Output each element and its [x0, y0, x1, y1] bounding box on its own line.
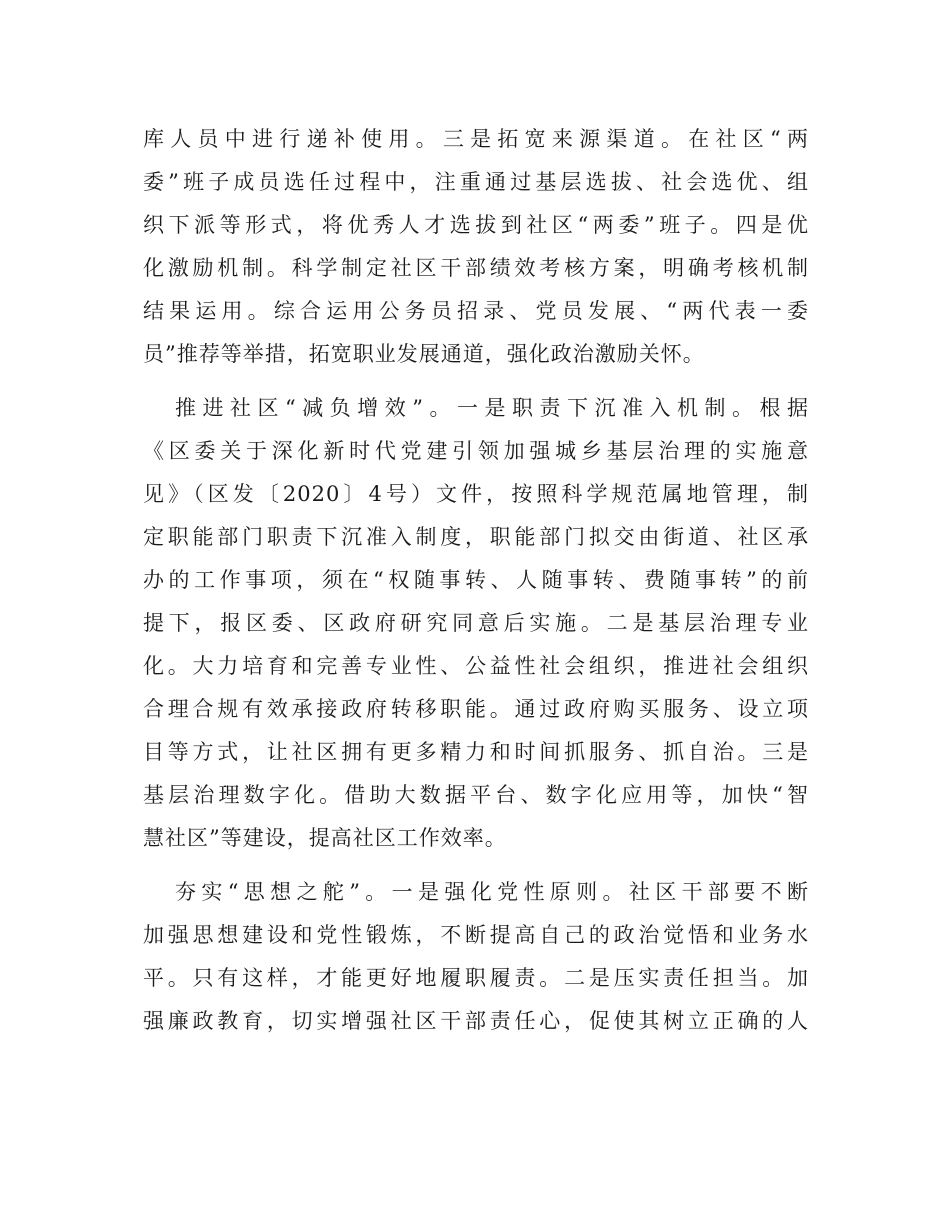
text-line: 平。只有这样，才能更好地履职履责。二是压实责任担当。加: [143, 966, 809, 990]
text-line: 合理合规有效承接政府转移职能。通过政府购买服务、设立项: [143, 697, 809, 721]
text-line: 委”班子成员选任过程中，注重通过基层选拔、社会选优、组: [143, 170, 809, 194]
text-line: 化激励机制。科学制定社区干部绩效考核方案，明确考核机制: [143, 256, 809, 280]
text-line: 《区委关于深化新时代党建引领加强城乡基层治理的实施意: [143, 439, 809, 463]
text-line: 定职能部门职责下沉准入制度，职能部门拟交由街道、社区承: [143, 525, 809, 549]
paragraph-first-line: 推进社区“减负增效”。一是职责下沉准入机制。根据: [175, 396, 809, 420]
text-line: 办的工作事项，须在“权随事转、人随事转、费随事转”的前: [143, 568, 809, 592]
text-line: 强廉政教育，切实增强社区干部责任心，促使其树立正确的人: [143, 1009, 809, 1033]
text-line: 库人员中进行递补使用。三是拓宽来源渠道。在社区“两: [143, 127, 809, 151]
text-line: 加强思想建设和党性锻炼，不断提高自己的政治觉悟和业务水: [143, 923, 809, 947]
text-line: 提下，报区委、区政府研究同意后实施。二是基层治理专业: [143, 611, 809, 635]
text-line: 化。大力培育和完善专业性、公益性社会组织，推进社会组织: [143, 654, 809, 678]
text-line: 织下派等形式，将优秀人才选拔到社区“两委”班子。四是优: [143, 213, 809, 237]
text-line: 目等方式，让社区拥有更多精力和时间抓服务、抓自治。三是: [143, 740, 809, 764]
text-line: 员”推荐等举措，拓宽职业发展通道，强化政治激励关怀。: [143, 342, 705, 366]
text-line: 见》（区发〔2020〕4号）文件，按照科学规范属地管理，制: [143, 482, 809, 506]
text-line: 慧社区”等建设，提高社区工作效率。: [143, 826, 507, 850]
text-line: 基层治理数字化。借助大数据平台、数字化应用等，加快“智: [143, 783, 809, 807]
text-line: 结果运用。综合运用公务员招录、党员发展、“两代表一委: [143, 299, 809, 323]
paragraph-first-line: 夯实“思想之舵”。一是强化党性原则。社区干部要不断: [175, 880, 809, 904]
